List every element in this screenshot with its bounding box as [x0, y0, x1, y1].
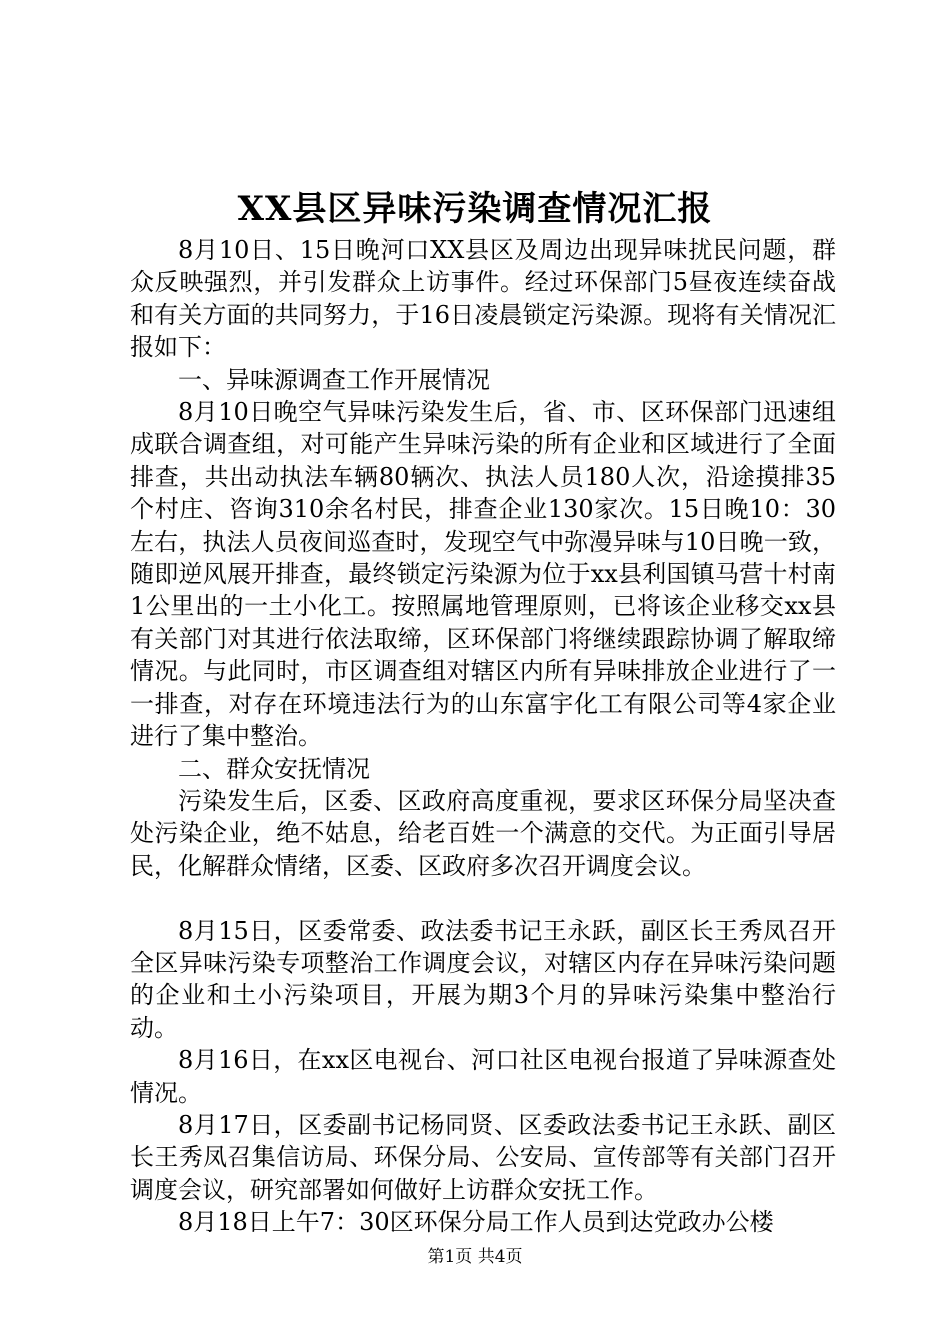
paragraph-aug18: 8月18日上午7：30区环保分局工作人员到达党政办公楼 — [178, 1208, 774, 1237]
paragraph-intro: 8月10日、15日晚河口XX县区及周边出现异味扰民问题，群众反映强烈，并引发群众上访事件。经过环保部门5昼夜连续奋战和有关方面的共同努力，于16日凌晨锁定污染源。现将有关情况汇报如下： — [130, 236, 836, 362]
paragraph-aug17: 8月17日，区委副书记杨同贤、区委政法委书记王永跃、副区长王秀凤召集信访局、环保分局、公安局、宣传部等有关部门召开调度会议，研究部署如何做好上访群众安抚工作。 — [130, 1110, 836, 1204]
blank-line — [130, 882, 836, 914]
document-body — [130, 234, 836, 1239]
page-footer: 第1页 共4页 — [427, 1247, 523, 1267]
section-heading-2: 二、群众安抚情况 — [178, 754, 370, 783]
section-heading-1: 一、异味源调查工作开展情况 — [178, 365, 490, 394]
paragraph-aug16: 8月16日，在xx区电视台、河口社区电视台报道了异味源查处情况。 — [130, 1046, 836, 1107]
paragraph-response: 污染发生后，区委、区政府高度重视，要求区环保分局坚决查处污染企业，绝不姑息，给老百姓一个满意的交代。为正面引导居民，化解群众情绪，区委、区政府多次召开调度会议。 — [130, 786, 836, 880]
paragraph-investigation: 8月10日晚空气异味污染发生后，省、市、区环保部门迅速组成联合调查组，对可能产生异味污染的所有企业和区域进行了全面排查，共出动执法车辆80辆次、执法人员180人次，沿途摸排35个村庄、咨询310余名村民，排查企业130家次。15日晚10：30左右，执法人员夜间巡查时，发现空气中弥漫异味与10日晚一致，随即逆风展开排查，最终锁定污染源为位于xx县利国镇马营十村南1公里出的一土小化工。按照属地管理原则，已将该企业移交xx县有关部门对其进行依法取缔，区环保部门将继续跟踪协调了解取缔情况。与此同时，市区调查组对辖区内所有异味排放企业进行了一一排查，对存在环境违法行为的山东富宇化工有限公司等4家企业进行了集中整治。 — [130, 398, 836, 751]
paragraph-aug15: 8月15日，区委常委、政法委书记王永跃，副区长王秀凤召开全区异味污染专项整治工作调度会议，对辖区内存在异味污染问题的企业和土小污染项目，开展为期3个月的异味污染集中整治行动。 — [130, 916, 836, 1042]
document-title: XX县区异味污染调查情况汇报 — [237, 189, 713, 229]
